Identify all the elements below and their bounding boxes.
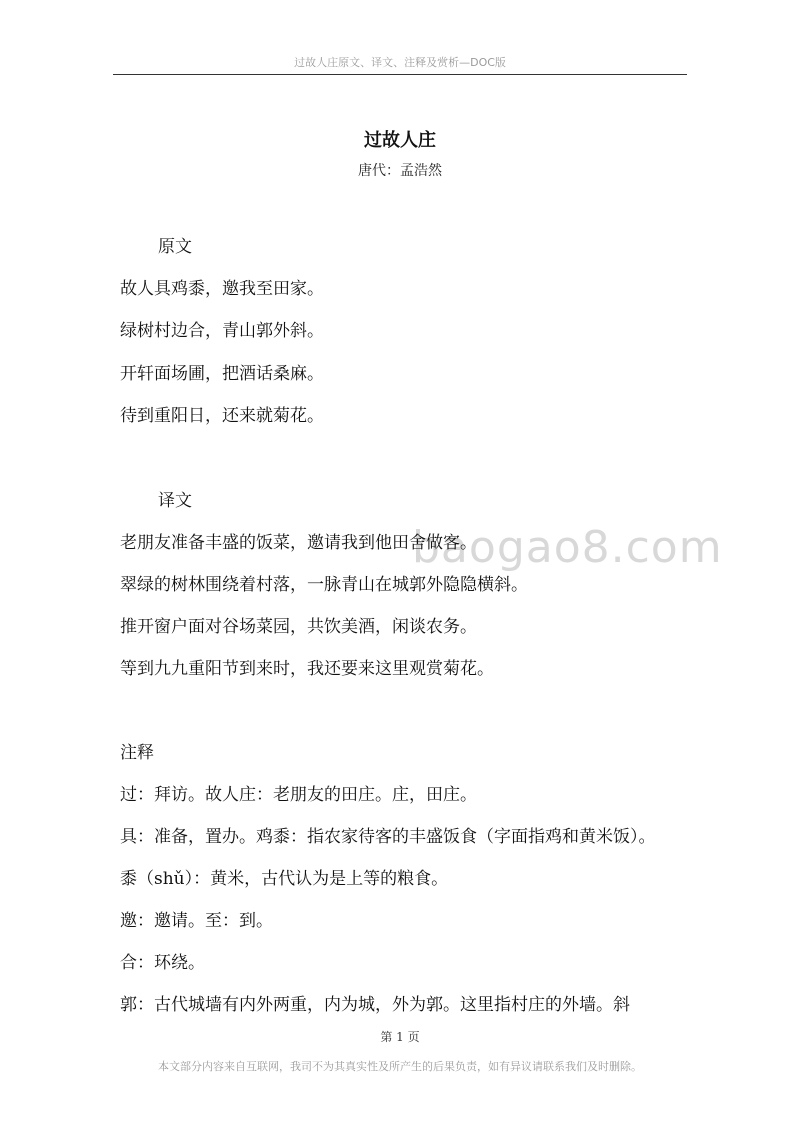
original-line: 绿树村边合，青山郭外斜。 (120, 321, 324, 341)
page-header: 过故人庄原文、译文、注释及赏析—DOC版 (294, 56, 506, 69)
section-heading-translation: 译文 (158, 491, 192, 511)
note-line: 具：准备，置办。鸡黍：指农家待客的丰盛饭食（字面指鸡和黄米饭）。 (120, 827, 656, 847)
watermark: baogao8.com (412, 522, 723, 573)
note-line: 邀：邀请。至：到。 (120, 911, 273, 931)
original-line: 待到重阳日，还来就菊花。 (120, 406, 324, 426)
translation-line: 翠绿的树林围绕着村落，一脉青山在城郭外隐隐横斜。 (120, 575, 528, 595)
document-title: 过故人庄 (364, 130, 436, 151)
note-line: 郭：古代城墙有内外两重，内为城，外为郭。这里指村庄的外墙。斜 (120, 995, 630, 1015)
header-divider (113, 74, 687, 75)
section-heading-original: 原文 (158, 237, 192, 257)
footer-disclaimer: 本文部分内容来自互联网，我司不为其真实性及所产生的后果负责，如有异议请联系我们及时删除。 (158, 1060, 642, 1073)
translation-line: 等到九九重阳节到来时，我还要来这里观赏菊花。 (120, 659, 494, 679)
document-author: 唐代：孟浩然 (358, 163, 442, 179)
translation-line: 老朋友准备丰盛的饭菜，邀请我到他田舍做客。 (120, 533, 477, 553)
note-line: 合：环绕。 (120, 953, 205, 973)
page-number: 第 1 页 (380, 1030, 420, 1044)
note-line: 黍（shǔ）：黄米，古代认为是上等的粮食。 (120, 869, 449, 889)
section-heading-notes: 注释 (120, 743, 154, 763)
translation-line: 推开窗户面对谷场菜园，共饮美酒，闲谈农务。 (120, 617, 477, 637)
original-line: 开轩面场圃，把酒话桑麻。 (120, 364, 324, 384)
original-line: 故人具鸡黍，邀我至田家。 (120, 279, 324, 299)
note-line: 过：拜访。故人庄：老朋友的田庄。庄，田庄。 (120, 785, 477, 805)
